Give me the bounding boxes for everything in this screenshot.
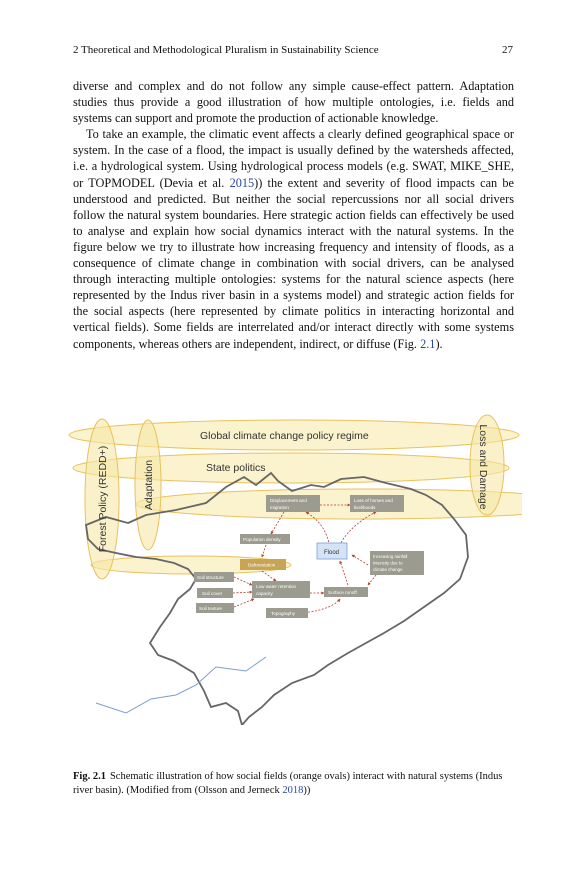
arrow-cover-to-lowwater [233,592,252,593]
node-low-water-line2: capacity [256,591,273,596]
arrow-deforestation-to-lowwater [262,571,276,581]
caption-text-b: )) [303,785,311,796]
citation-link-devia[interactable]: 2015 [229,175,255,190]
chapter-title: 2 Theoretical and Methodological Pluralism in Sustainability Science [73,44,379,56]
arrow-texture-to-lowwater [234,599,254,607]
node-soil-texture-label: Soil texture [199,606,222,611]
arrow-rainfall-to-runoff [368,575,376,585]
body-text [73,78,514,352]
paragraph-2 [73,126,514,351]
caption-label: Fig. 2.1 [73,771,106,782]
node-low-water-line1: Low water retention [256,584,297,589]
paragraph-2-text-a: To take an example, the climatic event affects a clearly defined geographical space or system. In the case of a flood, the impact is usually defined by the watersheds affected, i.e. a hydrological system. Using hydrological process models (e.g. SWAT, MIKE_SHE, or TOPMODEL (Devia et al. [73,127,514,190]
loss-damage-label: Loss and Damage [477,424,489,510]
node-rainfall-line1: Increasing rainfall [373,554,408,559]
citation-link-olsson[interactable]: 2018 [282,785,304,796]
figure-reference-link[interactable]: 2.1 [420,336,436,351]
paragraph-2-text-c: ). [435,336,443,351]
page-number: 27 [502,44,513,56]
figure-caption [73,770,514,798]
node-population-label: Population density [243,537,281,542]
node-displacement-line1: Displacement and [270,498,307,503]
forest-policy-label: Forest Policy (REDD+) [97,445,109,553]
node-deforestation-label: Deforestation [248,562,276,568]
node-rainfall-line2: intensity due to [373,560,403,566]
caption-text-a: Schematic illustration of how social fields (orange ovals) interact with natural systems (Indus river basin). (Modified from (Olsson and Jerneck [73,771,503,796]
livelihood-oval [136,489,522,519]
arrow-runoff-to-flood [340,561,348,585]
node-surface-runoff-label: Surface runoff [328,590,357,595]
node-displacement-line2: migration [270,505,289,510]
node-flood-label: Flood [324,550,340,556]
paragraph-1: diverse and complex and do not follow any simple cause-effect pattern. Adaptation studies thus provide a good illustration of how multiple ontologies, i.e. fields and systems can support and promote the production of actionable knowledge. [73,79,514,126]
node-loss-homes-line2: livelihoods [354,505,376,510]
node-rainfall-line3: climate change [373,567,403,572]
global-policy-label: Global climate change policy regime [200,430,369,442]
state-politics-label: State politics [206,462,266,474]
arrow-structure-to-lowwater [234,577,252,585]
arrow-population-to-deforestation [262,545,266,557]
arrow-rainfall-to-flood [352,555,368,565]
figure-diagram [66,395,522,725]
node-loss-homes-line1: Loss of homes and [354,498,393,503]
paragraph-2-text-b: )) the extent and severity of flood impacts can be understood and predicted. But neither the social repercussions nor all social drivers follow the natural system boundaries. Here strategic action fields can effectively be used to analyse and explain how social dynamics interact with the natural systems. In the figure below we try to illustrate how increasing frequency and intensity of floods, as a consequence of climate change in combination with social drivers, can be analysed through interacting multiple ontologies: systems for the natural science aspects (here represented by the Indus river basin in a systems model) and strategic action fields for the social aspects (here represented by climate politics in interacting horizontal and vertical fields). Some fields are interrelated and/or interact directly with some systems components, whereas others are independent, indirect, or diffuse (Fig. [73,175,514,351]
node-soil-cover-label: Soil cover [202,591,223,596]
node-topography-label: Topography [271,611,296,616]
figure-2-1 [66,395,522,725]
adaptation-label: Adaptation [143,459,155,511]
node-soil-structure-label: Soil structure [197,575,224,580]
